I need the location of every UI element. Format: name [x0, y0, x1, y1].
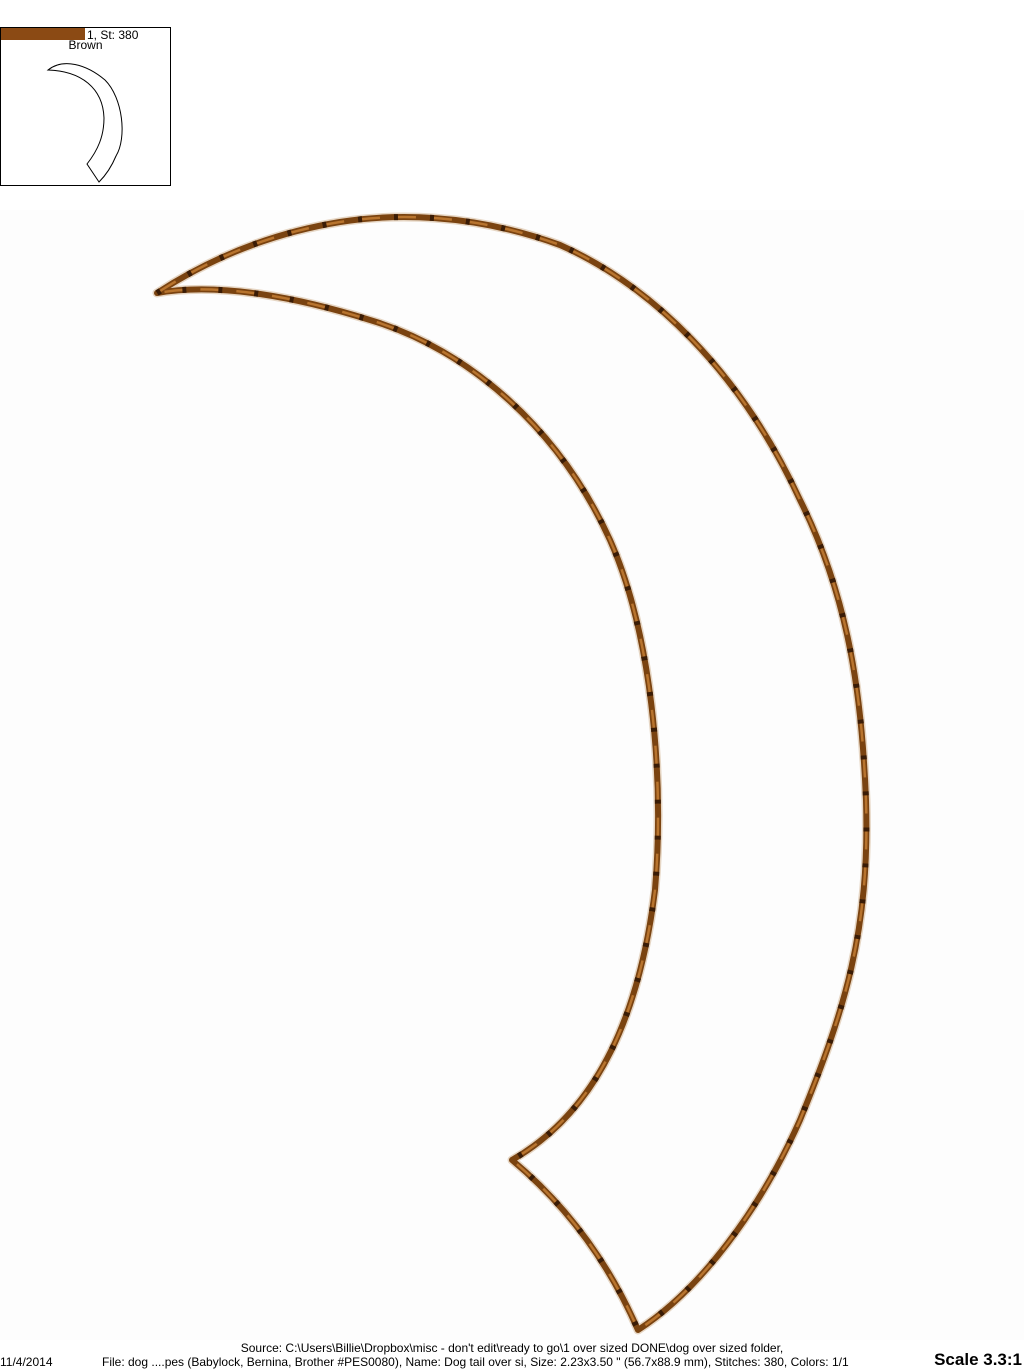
footer-source-path: Source: C:\Users\Billie\Dropbox\misc - don't edit\ready to go\1 over sized DONE\dog over sized folder, — [240, 1341, 784, 1355]
color-thumbnail-panel — [0, 27, 171, 186]
embroidery-canvas — [0, 210, 1024, 1340]
footer-file-info: File: dog ....pes (Babylock, Bernina, Brother #PES0080), Name: Dog tail over si, Size: 2.23x3.50 " (56.7x88.9 mm), Stitches: 380, Colors: 1/1 — [102, 1355, 849, 1369]
thread-color-name: Brown — [68, 38, 103, 52]
footer-date: 11/4/2014 — [0, 1355, 53, 1369]
stitch-run — [157, 217, 866, 1330]
design-thumbnail-outline — [1, 28, 170, 185]
tail-embroidery-outline — [0, 210, 1024, 1340]
footer-scale: Scale 3.3:1 — [934, 1350, 1022, 1369]
stitch-count-label: 1, St: 380 — [87, 28, 139, 42]
